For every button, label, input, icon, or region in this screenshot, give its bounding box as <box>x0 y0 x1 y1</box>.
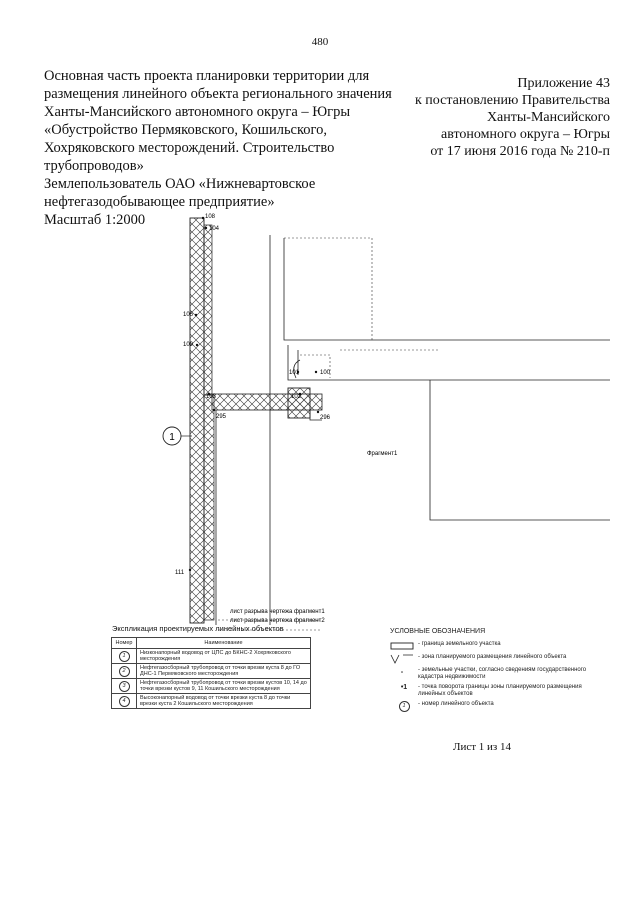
table-row <box>112 694 311 709</box>
line-object-name: Нефтегазосборный трубопровод от точки врезки кустов 10, 14 до точки врезки кустов 9, 11 Кошильского месторождения <box>137 679 311 694</box>
line-object-name: Нефтегазосборный трубопровод от точки врезки куста 8 до ГО ДНС-1 Пермяковского месторождения <box>137 664 311 679</box>
point-label: 295 <box>216 414 227 420</box>
legend-item <box>390 701 590 711</box>
legend-item <box>390 654 590 664</box>
appendix-line: автономного округа – Югры <box>441 127 610 142</box>
line-number-label: 1 <box>169 432 175 443</box>
legend-text: - граница земельного участка <box>418 641 501 647</box>
title-line: трубопроводов» <box>44 158 144 174</box>
legend-text: - номер линейного объекта <box>418 701 494 707</box>
scale-label: Масштаб 1:2000 <box>44 212 146 228</box>
table-row <box>112 649 311 664</box>
line-number-badge: 1 <box>119 651 130 662</box>
line-number-marker <box>163 427 192 445</box>
point-label: 104 <box>209 226 220 232</box>
title-line: Основная часть проекта планировки территории для <box>44 68 370 84</box>
line-object-name: Низконапорный водовод от ЦПС до БКНС-2 Хохряковского месторождения <box>137 649 311 664</box>
planned-zone-corridor <box>190 218 322 623</box>
title-line: размещения линейного объекта регионального значения <box>44 86 392 102</box>
line-number-badge: 3 <box>119 681 130 692</box>
legend-text: - точка поворота границы зоны планируемого размещения линейных объектов <box>418 684 582 697</box>
table-header-row <box>112 638 311 649</box>
sheet-label: Лист 1 из 14 <box>453 741 512 753</box>
title-line: Хохряковского месторождений. Строительство <box>44 140 335 156</box>
title-line: нефтегазодобывающее предприятие» <box>44 194 275 210</box>
column-header: Номер <box>112 638 137 649</box>
point-label: 111 <box>175 570 185 576</box>
planned-zone-symbol <box>390 654 418 664</box>
title-line: Землепользователь ОАО «Нижневартовское <box>44 176 316 192</box>
legend-text: - зона планируемого размещения линейного объекта <box>418 654 567 660</box>
appendix-line: Приложение 43 <box>517 76 610 91</box>
cadastral-parcel-symbol <box>390 667 418 677</box>
point-label: 108 <box>205 214 216 220</box>
explication-table <box>111 637 311 709</box>
title-line: Ханты-Мансийского автономного округа – Югры <box>44 104 351 120</box>
line-number-badge: 4 <box>119 696 130 707</box>
point-label: 100 <box>320 370 331 376</box>
table-row <box>112 664 311 679</box>
cadastral-parcels <box>218 238 440 630</box>
sheet-break-note: лист разрыва чертежа фрагмент2 <box>230 618 325 624</box>
table-row <box>112 679 311 694</box>
legend <box>390 628 590 714</box>
title-line: «Обустройство Пермяковского, Кошильского, <box>44 122 328 138</box>
line-object-name: Высоконапорный водовод от точки врезки куста 8 до точки врезки куста 2 Кошильского месторождения <box>137 694 311 709</box>
legend-item <box>390 684 590 698</box>
point-label: 296 <box>320 415 331 421</box>
point-label: 102 <box>291 394 302 400</box>
appendix-line: к постановлению Правительства <box>414 93 610 108</box>
appendix-line: от 17 июня 2016 года № 210-п <box>430 144 610 159</box>
point-label: 109 <box>183 342 194 348</box>
legend-text: - земельные участки, согласно сведениям государственного кадастра недвижимости <box>418 667 587 680</box>
point-label: 101 <box>289 370 300 376</box>
legend-item <box>390 641 590 651</box>
point-label: 106 <box>183 312 194 318</box>
explication-title: Экспликация проектируемых линейных объектов <box>112 624 284 633</box>
column-header: Наименование <box>137 638 311 649</box>
appendix-line: Ханты-Мансийского <box>486 110 610 125</box>
line-number-badge: 2 <box>119 666 130 677</box>
parcel-boundary-symbol <box>390 641 418 651</box>
turn-point-symbol: •1 <box>400 684 408 691</box>
land-parcel-boundaries <box>216 235 610 625</box>
legend-title: УСЛОВНЫЕ ОБОЗНАЧЕНИЯ <box>390 628 486 635</box>
sheet-break-note: лист разрыва чертежа фрагмент1 <box>230 609 325 615</box>
page-number: 480 <box>311 36 329 48</box>
line-number-symbol: 1 <box>399 701 410 712</box>
point-label: 103 <box>206 394 217 400</box>
legend-item <box>390 667 590 681</box>
fragment-label: Фрагмент1 <box>367 451 398 457</box>
